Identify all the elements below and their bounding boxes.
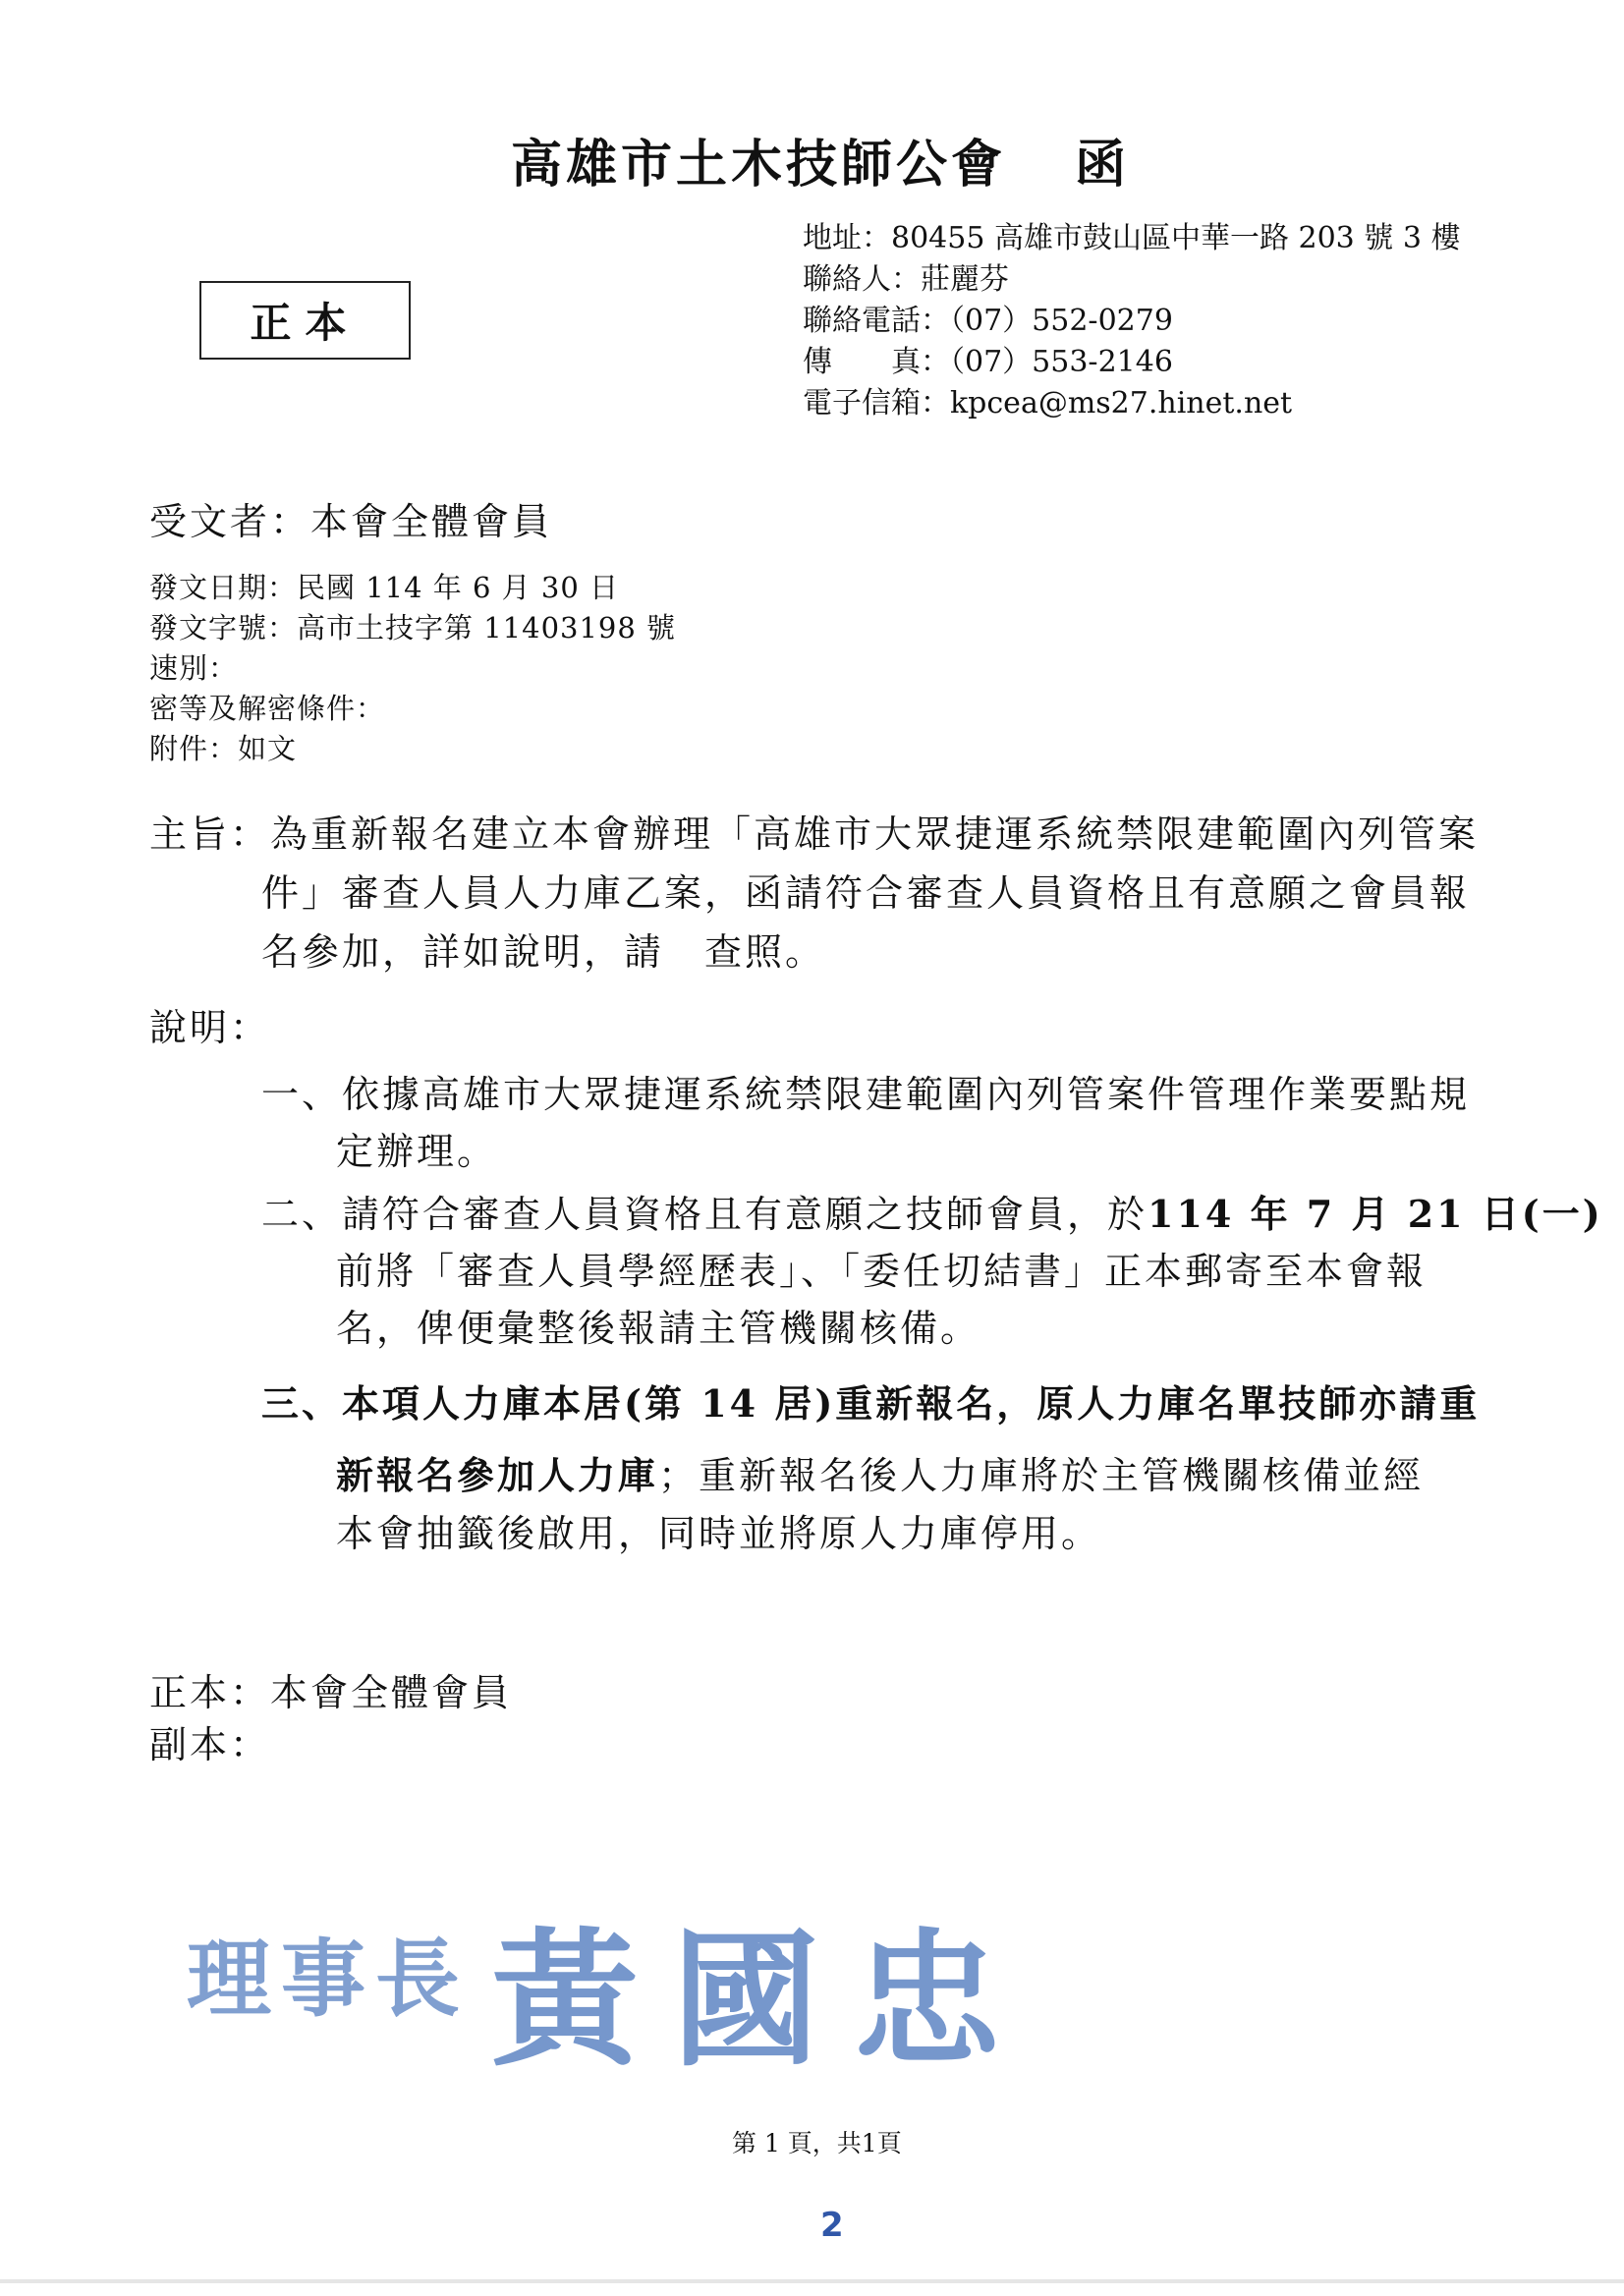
chairman-seal: [187, 1881, 1051, 2087]
priority: 速別：: [149, 651, 239, 685]
contact-email: 電子信箱：kpcea@ms27.hinet.net: [803, 386, 1293, 420]
item3-emphasis: 新報名參加人力庫: [336, 1453, 659, 1497]
seal-title: 理事長: [187, 1930, 470, 2029]
page-footer: 第 1 頁，共1頁: [732, 2129, 902, 2157]
recipient: 受文者：本會全體會員: [149, 500, 553, 543]
document-number: 發文字號：高市土技字第 11403198 號: [149, 611, 677, 644]
org-title: 高雄市土木技師公會: [511, 135, 1007, 195]
distribution-copy: 副本：: [149, 1723, 271, 1766]
item3-line-3: 本會抽籤後啟用，同時並將原人力庫停用。: [336, 1512, 1102, 1555]
item1-line-1: 一、依據高雄市大眾捷運系統禁限建範圍內列管案件管理作業要點規: [261, 1073, 1471, 1116]
contact-address: 地址：80455 高雄市鼓山區中華一路 203 號 3 樓: [803, 221, 1461, 255]
issue-date: 發文日期：民國 114 年 6 月 30 日: [149, 571, 620, 604]
item3-line-2: [336, 1445, 1424, 1499]
subject-line-3: 名參加，詳如說明，請 查照。: [261, 930, 826, 974]
seal-name: 黃國忠: [491, 1914, 1035, 2087]
subject-line-2: 件」審查人員人力庫乙案，函請符合審查人員資格且有意願之會員報: [261, 871, 1471, 915]
item2-line-3: 名，俾便彙整後報請主管機關核備。: [336, 1307, 981, 1350]
item2-deadline: 114 年 7 月 21 日(一): [1148, 1192, 1603, 1236]
explanation-label: 說明：: [149, 1006, 271, 1049]
item3-line-1: 三、本項人力庫本居(第 14 居)重新報名，原人力庫名單技師亦請重: [261, 1381, 1481, 1426]
item3-text: ；重新報名後人力庫將於主管機關核備並經: [658, 1454, 1425, 1497]
doc-type: 函: [1075, 135, 1131, 195]
item2-line-2: 前將「審查人員學經歷表」、「委任切結書」正本郵寄至本會報: [336, 1250, 1428, 1293]
document-title: [511, 123, 1130, 196]
scan-edge: [0, 2279, 1624, 2283]
page-number: 2: [820, 2206, 844, 2245]
item1-line-2: 定辦理。: [336, 1130, 498, 1173]
contact-phone: 聯絡電話：（07）552-0279: [803, 304, 1173, 338]
attachments: 附件：如文: [149, 732, 298, 765]
subject-line-1: 主旨：為重新報名建立本會辦理「高雄市大眾捷運系統禁限建範圍內列管案: [149, 812, 1480, 856]
distribution-main: 正本：本會全體會員: [149, 1671, 513, 1714]
contact-fax: 傳 真：（07）553-2146: [803, 345, 1173, 379]
classification: 密等及解密條件：: [149, 692, 386, 725]
original-copy-stamp: 正本: [199, 281, 411, 360]
contact-person: 聯絡人：莊麗芬: [803, 262, 1009, 297]
item2-line-1: [261, 1184, 1603, 1238]
item2-text: 二、請符合審查人員資格且有意願之技師會員，於: [261, 1193, 1148, 1236]
